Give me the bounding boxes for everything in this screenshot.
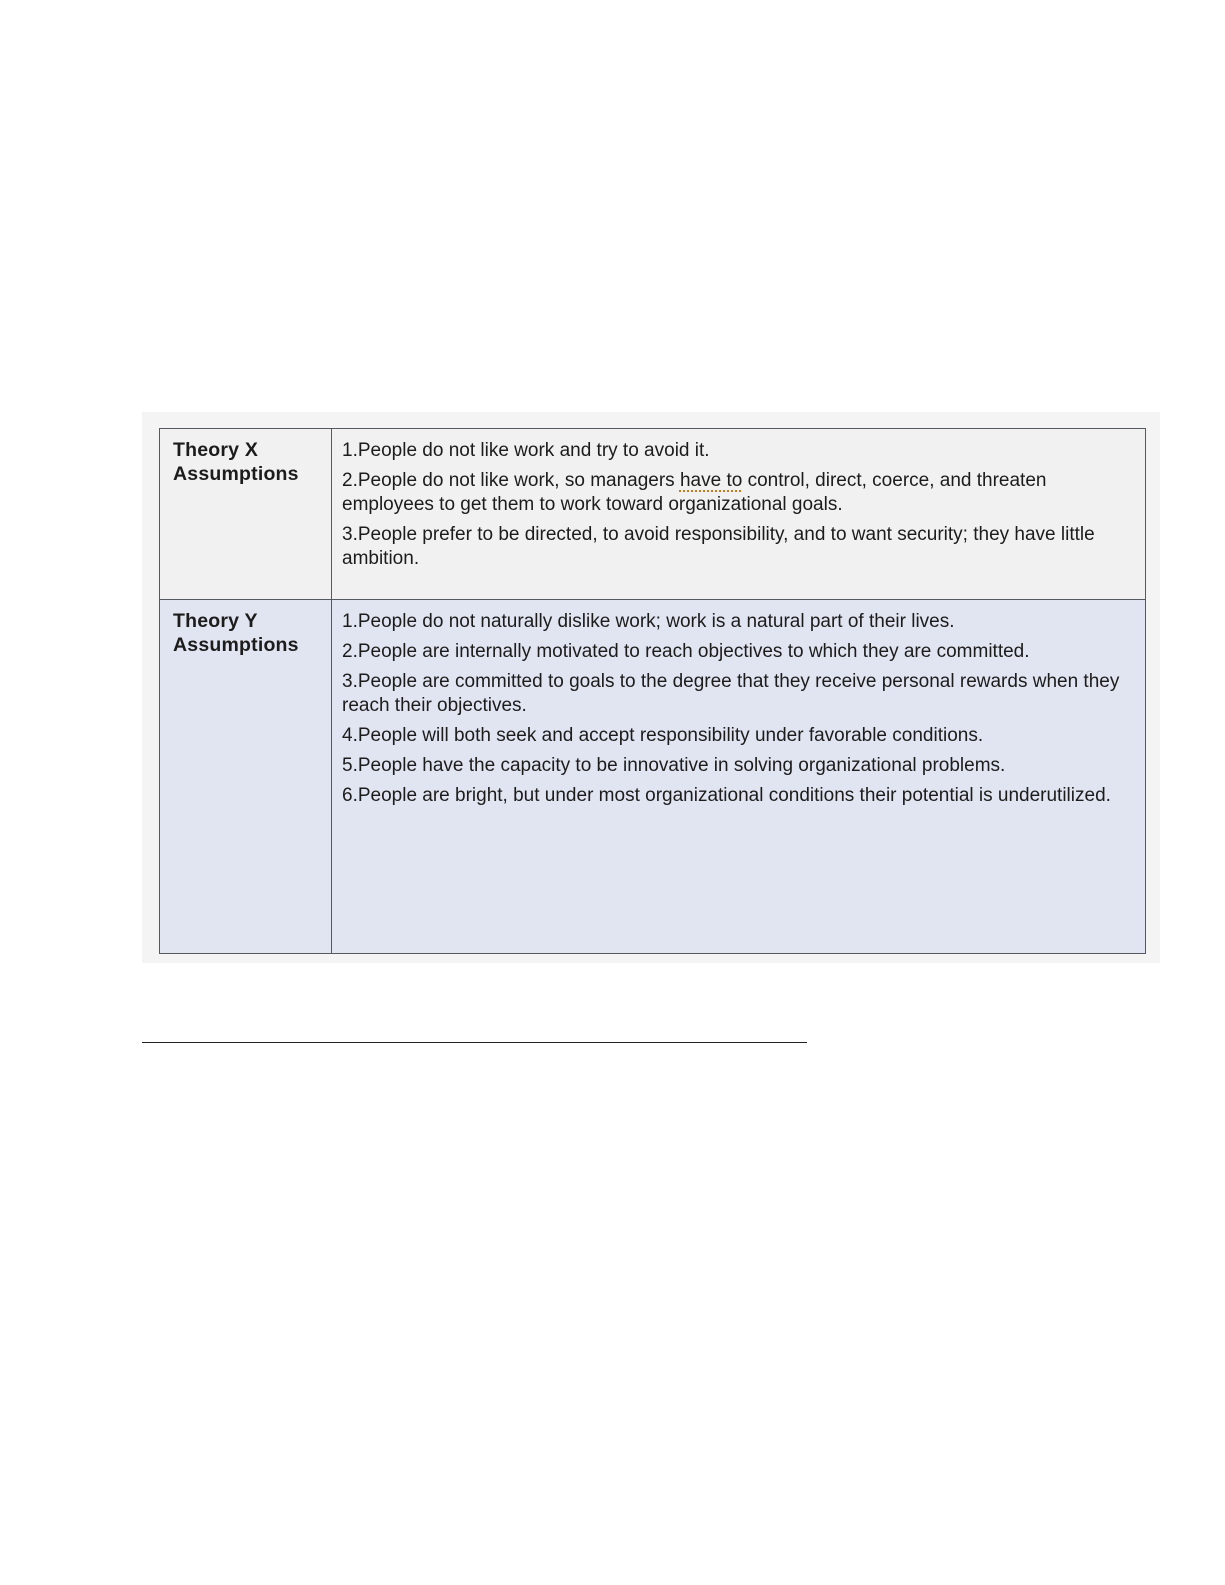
table-row-theory-x: [160, 429, 1146, 600]
list-item: 5.People have the capacity to be innovative in solving organizational problems.: [342, 755, 1006, 776]
theory-x-assumption-list: [332, 429, 1145, 571]
list-item: 2.People are internally motivated to reach objectives to which they are committed.: [342, 641, 1030, 662]
list-item: 1.People do not naturally dislike work; work is a natural part of their lives.: [342, 611, 955, 632]
theory-y-label-cell: [160, 600, 332, 954]
list-item: 6.People are bright, but under most organizational conditions their potential is underutilized.: [342, 785, 1111, 806]
theory-x-label-cell: [160, 429, 332, 600]
theory-x-assumptions-cell: [332, 429, 1146, 600]
table-row-theory-y: [160, 600, 1146, 954]
theory-x-label: Theory X Assumptions: [173, 439, 299, 485]
list-item: 1.People do not like work and try to avoid it.: [342, 440, 710, 461]
list-item: 3.People prefer to be directed, to avoid responsibility, and to want security; they have little ambition.: [342, 524, 1095, 569]
spellcheck-flagged-text: have to: [679, 470, 743, 491]
list-item: 4.People will both seek and accept responsibility under favorable conditions.: [342, 725, 984, 746]
list-item: 3.People are committed to goals to the degree that they receive personal rewards when they reach their objectives.: [342, 671, 1120, 716]
horizontal-rule: [142, 1042, 807, 1043]
theory-x-y-table: [159, 428, 1146, 954]
theory-y-label: Theory Y Assumptions: [173, 610, 299, 656]
theory-y-assumption-list: [332, 600, 1145, 808]
theory-y-assumptions-cell: [332, 600, 1146, 954]
list-item: 2.People do not like work, so managers have to control, direct, coerce, and threaten employees to get them to work toward organizational goals.: [342, 470, 1047, 515]
